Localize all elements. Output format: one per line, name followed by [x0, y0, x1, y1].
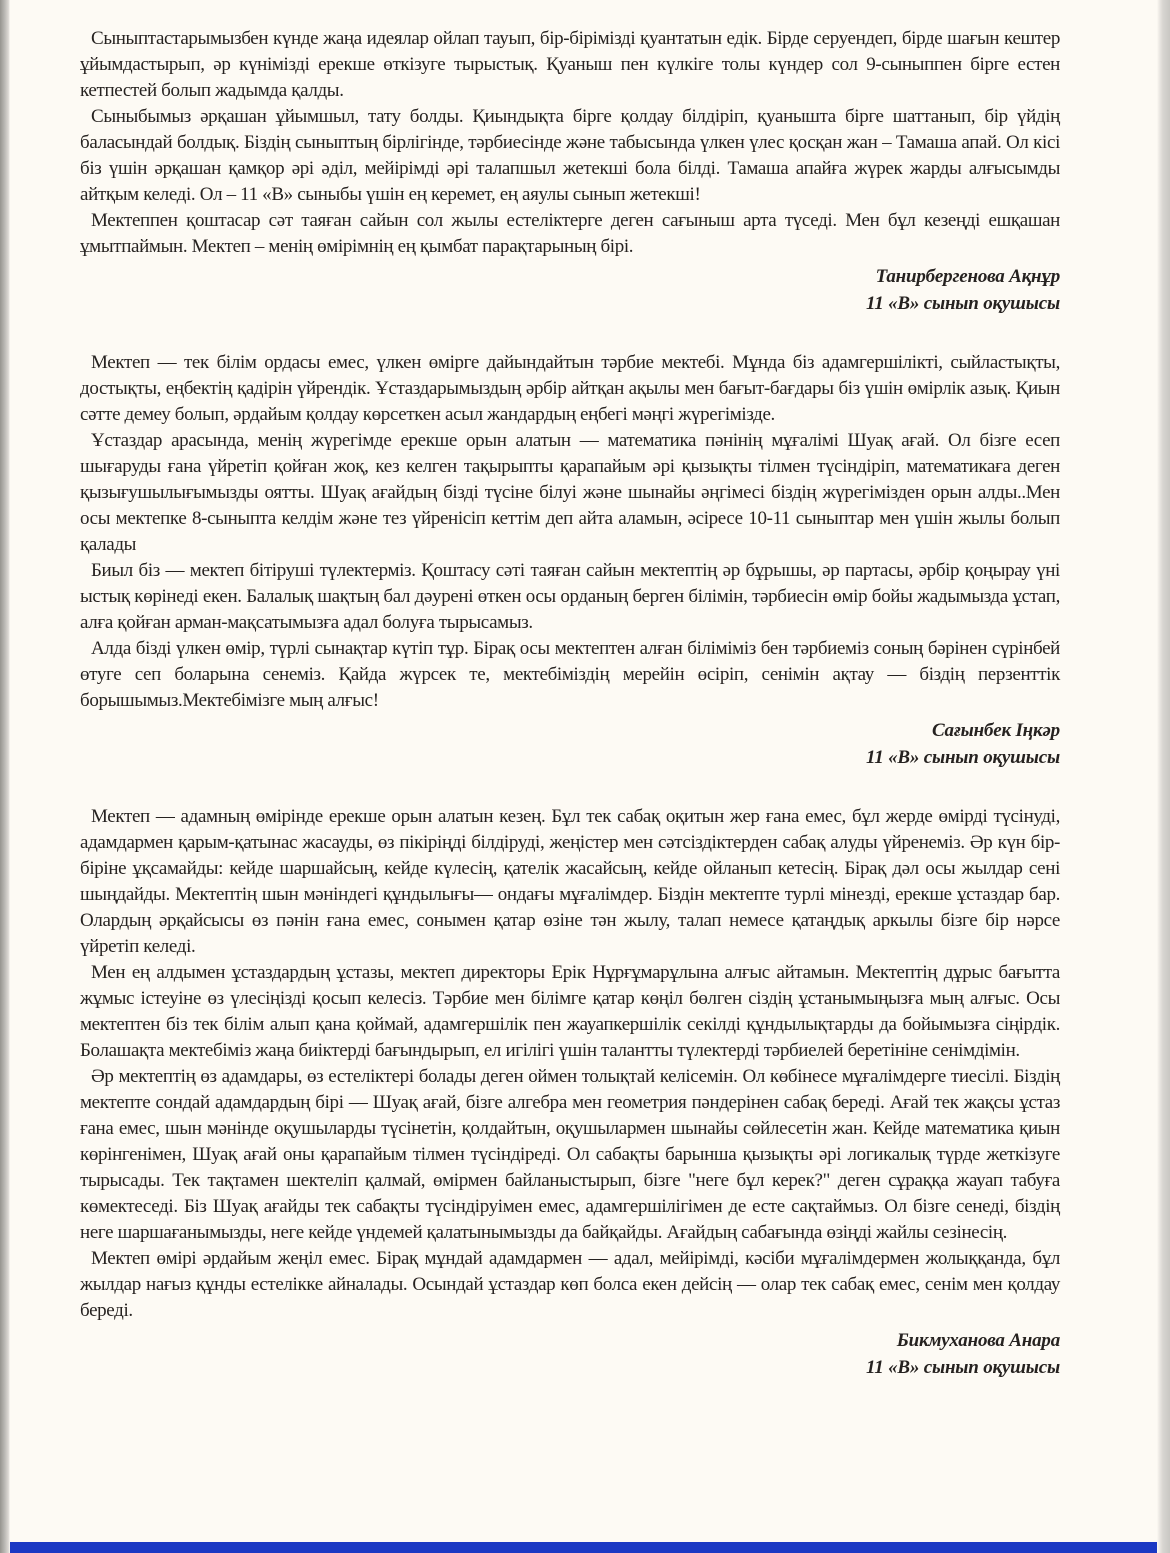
essay-2 — [80, 350, 1060, 771]
essay-1 — [80, 26, 1060, 317]
author-name: Танирбергенова Ақнұр — [875, 266, 1060, 287]
scan-edge-left — [0, 0, 10, 1553]
page-content — [10, 0, 1157, 1542]
paragraph: Мектеппен қоштасар сәт таяған сайын сол жылы естеліктерге деген сағыныш арта түседі. Мен бұл кезеңді ешқашан ұмытпаймын. Мектеп – менің өмірімнің ең қымбат парақтарының бірі. — [80, 210, 1060, 257]
scan-edge-right — [1157, 0, 1170, 1553]
footer-accent-bar — [10, 1542, 1157, 1553]
paragraph: Әр мектептің өз адамдары, өз естеліктері болады деген оймен толықтай келісемін. Ол көбінесе мұғалімдерге тиесілі. Біздің мектепте сондай адамдардың бірі — Шуақ ағай, бізге алгебра мен геометрия пәндерінен сабақ береді. Ағай тек жақсы ұстаз ғана емес, шын мәнінде оқушыларды түсінетін, қолдайтын, оқушылармен шынайы сөйлесетін жан. Кейде математика қиын көрінгенімен, Шуақ ағай оны қарапайым тілмен түсіндіреді. Ол сабақты барынша қызықты әрі логикалық түрде жеткізуге тырысады. Тек тақтамен шектеліп қалмай, өмірмен байланыстырып, бізге "неге бұл керек?" деген сұраққа жауап табуға көмектеседі. Біз Шуақ ағайды тек сабақты түсіндіруімен емес, адамгершілігімен де есте сақтаймыз. Ол бізге сенеді, біздің неге шаршағанымызды, неге кейде үндемей қалатынымызды да байқайды. Ағайдың сабағында өзіңді жайлы сезінесің. — [80, 1066, 1060, 1243]
author-name: Сағынбек Іңкәр — [931, 720, 1060, 741]
paragraph: Мектеп — тек білім ордасы емес, үлкен өмірге дайындайтын тәрбие мектебі. Мұнда біз адамгершілікті, сыйластықты, достықты, еңбектің қадірін үйрендік. Ұстаздарымыздың әрбір айтқан ақылы мен бағыт-бағдары біз үшін өмірлік азық. Қиын сәтте демеу болып, әрдайым қолдау көрсеткен асыл жандардың еңбегі мәңгі жүрегімізде. — [80, 352, 1060, 425]
paragraph: Алда бізді үлкен өмір, түрлі сынақтар күтіп тұр. Бірақ осы мектептен алған біліміміз бен тәрбиеміз соның бәрінен сүрінбей өтуге сеп боларына сенеміз. Қайда жүрсек те, мектебіміздің мерейін өсіріп, сенімін ақтау — біздің перзенттік борышымыз.Мектебімізге мың алғыс! — [80, 638, 1060, 711]
essay-3 — [80, 804, 1060, 1381]
author-role: 11 «В» сынып оқушысы — [866, 1357, 1060, 1378]
author-role: 11 «В» сынып оқушысы — [866, 747, 1060, 768]
paragraph: Ұстаздар арасында, менің жүрегімде ерекше орын алатын — математика пәнінің мұғалімі Шуақ ағай. Ол бізге есеп шығаруды ғана үйретіп қойған жоқ, кез келген тақырыпты қарапайым әрі қызықты тілмен түсіндіріп, математикаға деген қызығушылығымызды оятты. Шуақ ағайдың бізді түсіне білуі және шынайы әңгімесі біздің жүрегімізден орын алды..Мен осы мектепке 8-сыныпта келдім және тез үйренісіп кеттім деп айта аламын, әсіресе 10-11 сыныптар мен үшін жылы болып қалады — [80, 430, 1060, 555]
author-role: 11 «В» сынып оқушысы — [866, 293, 1060, 314]
signature-block — [80, 1327, 1060, 1381]
author-name: Бикмуханова Анара — [896, 1330, 1060, 1351]
paragraph: Сыныптастарымызбен күнде жаңа идеялар ойлап тауып, бір-бірімізді қуантатын едік. Бірде серуендеп, бірде шағын кештер ұйымдастырып, әр күнімізді ерекше өткізуге тырыстық. Қуаныш пен күлкіге толы күндер сол 9-сыныппен бірге естен кетпестей болып жадымда қалды. — [80, 28, 1060, 101]
signature-block — [80, 263, 1060, 317]
paragraph: Мен ең алдымен ұстаздардың ұстазы, мектеп директоры Ерік Нұрғұмарұлына алғыс айтамын. Мектептің дұрыс бағытта жұмыс істеуіне өз үлесіңізді қосып келесіз. Тәрбие мен білімге қатар көңіл бөлген сіздің ұстанымыңызға мың алғыс. Осы мектептен біз тек білім алып қана қоймай, адамгершілік пен жауапкершілік секілді құндылықтарды да бойымызға сіңірдік. Болашақта мектебіміз жаңа биіктерді бағындырып, ел игілігі үшін талантты түлектерді тәрбиелей беретініне сенімдімін. — [80, 962, 1060, 1061]
paragraph: Мектеп — адамның өмірінде ерекше орын алатын кезең. Бұл тек сабақ оқитын жер ғана емес, бұл жерде өмірді түсінуді, адамдармен қарым-қатынас жасауды, өз пікіріңді білдіруді, жеңістер мен сәтсіздіктерден сабақ алуды үйренеміз. Әр күн бір-біріне ұқсамайды: кейде шаршайсың, кейде күлесің, қателік жасайсың, кейде ойланып кетесің. Бірақ дәл осы жылдар сені шыңдайды. Мектептің шын мәніндегі құндылығы— ондағы мұғалімдер. Біздін мектепте турлі мінезді, ерекше ұстаздар бар. Олардың әрқайсысы өз пәнін ғана емес, сонымен қатар өзіне тән жылу, талап немесе қатаңдық аркылы бізге бір нәрсе үйретіп келеді. — [80, 806, 1060, 957]
paragraph: Мектеп өмірі әрдайым жеңіл емес. Бірақ мұндай адамдармен — адал, мейірімді, кәсіби мұғалімдермен жолыққанда, бұл жылдар нағыз құнды естелікке айналады. Осындай ұстаздар көп болса екен дейсің — олар тек сабақ емес, сенім мен қолдау береді. — [80, 1248, 1060, 1321]
paragraph: Сыныбымыз әрқашан ұйымшыл, тату болды. Қиындықта бірге қолдау білдіріп, қуанышта бірге шаттанып, бір үйдің баласындай болдық. Біздің сыныптың бірлігінде, тәрбиесінде және табысында үлкен үлес қосқан жан – Тамаша апай. Ол кісі біз үшін әрқашан қамқор әрі әділ, мейірімді әрі талапшыл жетекші бола білді. Тамаша апайға жүрек жарды алғысымды айтқым келеді. Ол – 11 «В» сыныбы үшін ең керемет, ең аяулы сынып жетекші! — [80, 106, 1060, 205]
paragraph: Биыл біз — мектеп бітіруші түлектерміз. Қоштасу сәті таяған сайын мектептің әр бұрышы, әр партасы, әрбір қоңырау үні ыстық көрінеді екен. Балалық шақтың бал дәурені өткен осы орданың берген білімін, тәрбиесін өмір бойы жадымызда ұстап, алға қойған арман-мақсатымызға адал болуға тырысамыз. — [80, 560, 1060, 633]
signature-block — [80, 717, 1060, 771]
